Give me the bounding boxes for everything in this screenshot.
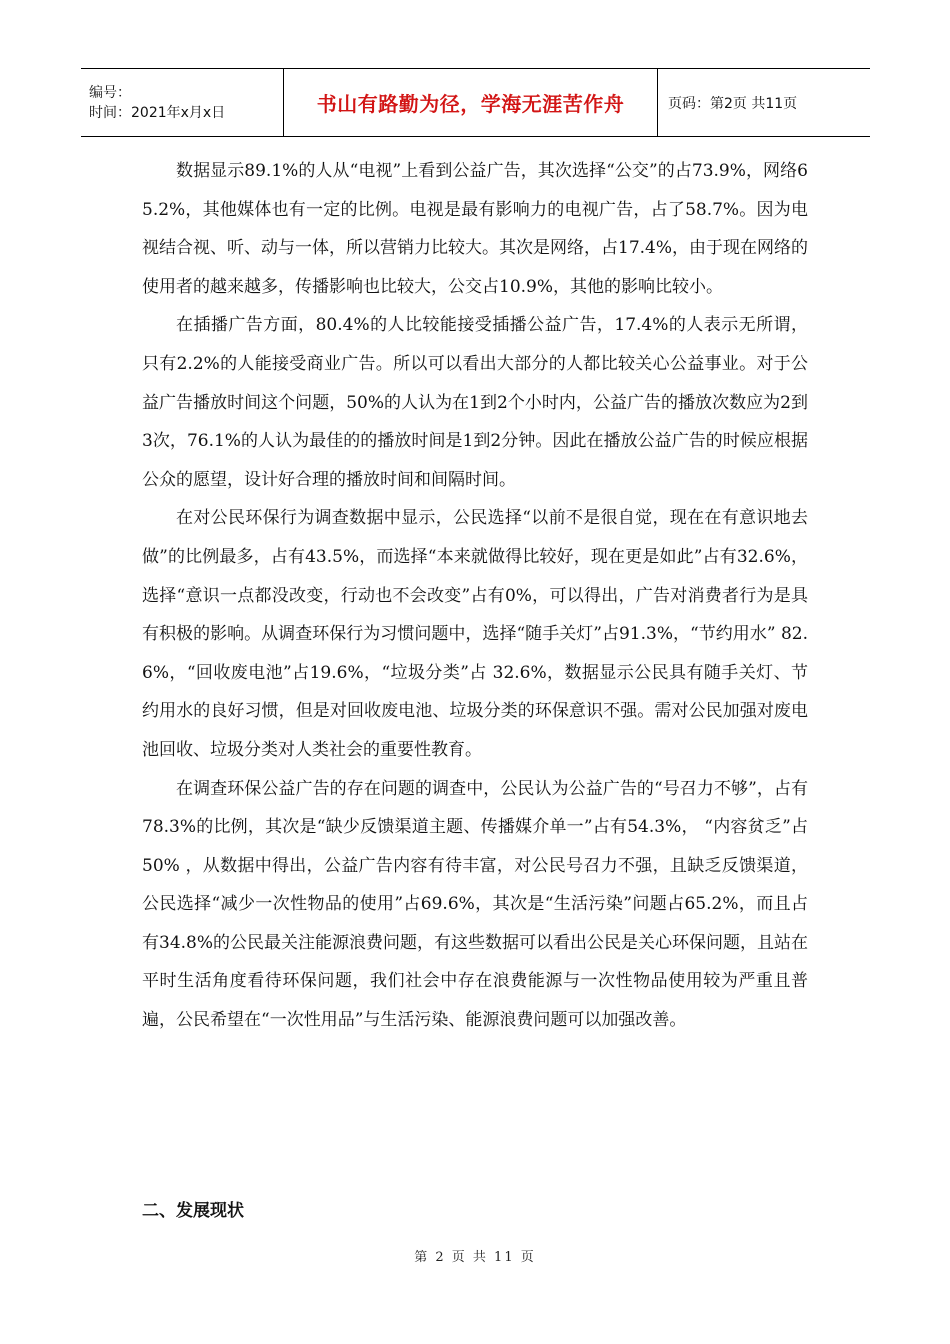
- header-page-info: 页码：第2页 共11页: [658, 69, 871, 137]
- header-motto: 书山有路勤为径，学海无涯苦作舟: [284, 69, 658, 137]
- serial-number-label: 编号：: [89, 84, 131, 101]
- page-header: [81, 68, 870, 137]
- paragraph-insertion-ads: 在插播广告方面，80.4%的人比较能接受插播公益广告，17.4%的人表示无所谓，只有2.2%的人能接受商业广告。所以可以看出大部分的人都比较关心公益事业。对于公益广告播放时间这个问题，50%的人认为在1到2个小时内，公益广告的播放次数应为2到3次，76.1%的人认为最佳的的播放时间是1到2分钟。因此在播放公益广告的时候应根据公众的愿望，设计好合理的播放时间和间隔时间。: [142, 315, 808, 490]
- paragraph-eco-behavior: 在对公民环保行为调查数据中显示，公民选择“以前不是很自觉，现在在有意识地去做”的比例最多，占有43.5%，而选择“本来就做得比较好，现在更是如此”占有32.6%，选择“意识一点都没改变，行动也不会改变”占有0%，可以得出，广告对消费者行为是具有积极的影响。从调查环保行为习惯问题中，选择“随手关灯”占91.3%，“节约用水” 82.6%，“回收废电池”占19.6%，“垃圾分类”占 32.6%，数据显示公民具有随手关灯、节约用水的良好习惯，但是对回收废电池、垃圾分类的环保意识不强。需对公民加强对废电池回收、垃圾分类对人类社会的重要性教育。: [142, 508, 808, 760]
- header-meta-cell: [81, 69, 284, 137]
- document-body: [142, 152, 808, 1040]
- section-heading: 二、发展现状: [142, 1201, 244, 1221]
- page-footer: 第 2 页 共 11 页: [414, 1250, 536, 1265]
- paragraph-ad-problems: 在调查环保公益广告的存在问题的调查中，公民认为公益广告的“号召力不够”，占有78.3%的比例，其次是“缺少反馈渠道主题、传播媒介单一”占有54.3%， “内容贫乏”占 50% ，从数据中得出，公益广告内容有待丰富，对公民号召力不强，且缺乏反馈渠道，公民选择“减少一次性物品的使用”占69.6%，其次是“生活污染”问题占65.2%，而且占有34.8%的公民最关注能源浪费问题，有这些数据可以看出公民是关心环保问题，且站在平时生活角度看待环保问题，我们社会中存在浪费能源与一次性物品使用较为严重且普遍，公民希望在“一次性用品”与生活污染、能源浪费问题可以加强改善。: [142, 778, 809, 1031]
- date-label: 时间：2021年x月x日: [89, 104, 226, 121]
- paragraph-media-channels: 数据显示89.1%的人从“电视”上看到公益广告，其次选择“公交”的占73.9%，网络65.2%，其他媒体也有一定的比例。电视是最有影响力的电视广告，占了58.7%。因为电视结合视、听、动与一体，所以营销力比较大。其次是网络，占17.4%，由于现在网络的使用者的越来越多，传播影响也比较大，公交占10.9%，其他的影响比较小。: [142, 161, 809, 297]
